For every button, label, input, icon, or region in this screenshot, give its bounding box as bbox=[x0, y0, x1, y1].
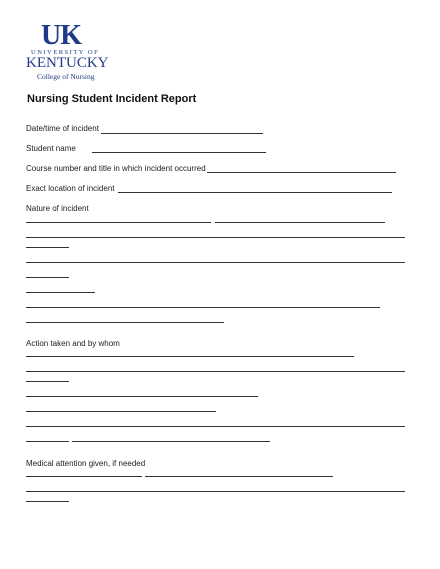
course-label: Course number and title in which incident occurred bbox=[26, 164, 206, 173]
action-line[interactable] bbox=[26, 381, 69, 382]
nature-line[interactable] bbox=[26, 277, 69, 278]
medical-line[interactable] bbox=[26, 476, 142, 477]
form-title: Nursing Student Incident Report bbox=[27, 93, 197, 105]
action-line[interactable] bbox=[26, 411, 216, 412]
nature-line[interactable] bbox=[26, 262, 405, 263]
student-name-line[interactable] bbox=[92, 152, 266, 153]
action-line[interactable] bbox=[26, 441, 69, 442]
date-time-label: Date/time of incident bbox=[26, 124, 99, 133]
logo-uk-mark: UK bbox=[41, 20, 81, 51]
logo-kentucky: KENTUCKY bbox=[26, 55, 109, 71]
action-line[interactable] bbox=[26, 426, 405, 427]
nature-line[interactable] bbox=[26, 237, 405, 238]
nature-line[interactable] bbox=[26, 247, 69, 248]
nature-line[interactable] bbox=[26, 322, 224, 323]
location-line[interactable] bbox=[118, 192, 392, 193]
medical-line[interactable] bbox=[145, 476, 333, 477]
student-name-label: Student name bbox=[26, 144, 76, 153]
nature-line[interactable] bbox=[215, 222, 385, 223]
nature-line[interactable] bbox=[26, 292, 95, 293]
date-time-line[interactable] bbox=[101, 133, 263, 134]
action-line[interactable] bbox=[26, 371, 405, 372]
location-label: Exact location of incident bbox=[26, 184, 115, 193]
medical-line[interactable] bbox=[26, 501, 69, 502]
nature-label: Nature of incident bbox=[26, 204, 89, 213]
nature-line[interactable] bbox=[26, 222, 211, 223]
logo-university-of: UNIVERSITY OF bbox=[31, 49, 100, 56]
course-line[interactable] bbox=[207, 172, 396, 173]
medical-label: Medical attention given, if needed bbox=[26, 459, 146, 468]
nature-line[interactable] bbox=[26, 307, 380, 308]
medical-line[interactable] bbox=[26, 491, 405, 492]
action-line[interactable] bbox=[72, 441, 270, 442]
action-label: Action taken and by whom bbox=[26, 339, 120, 348]
university-logo bbox=[27, 22, 117, 80]
logo-college: College of Nursing bbox=[37, 72, 95, 81]
action-line[interactable] bbox=[26, 396, 258, 397]
action-line[interactable] bbox=[26, 356, 354, 357]
